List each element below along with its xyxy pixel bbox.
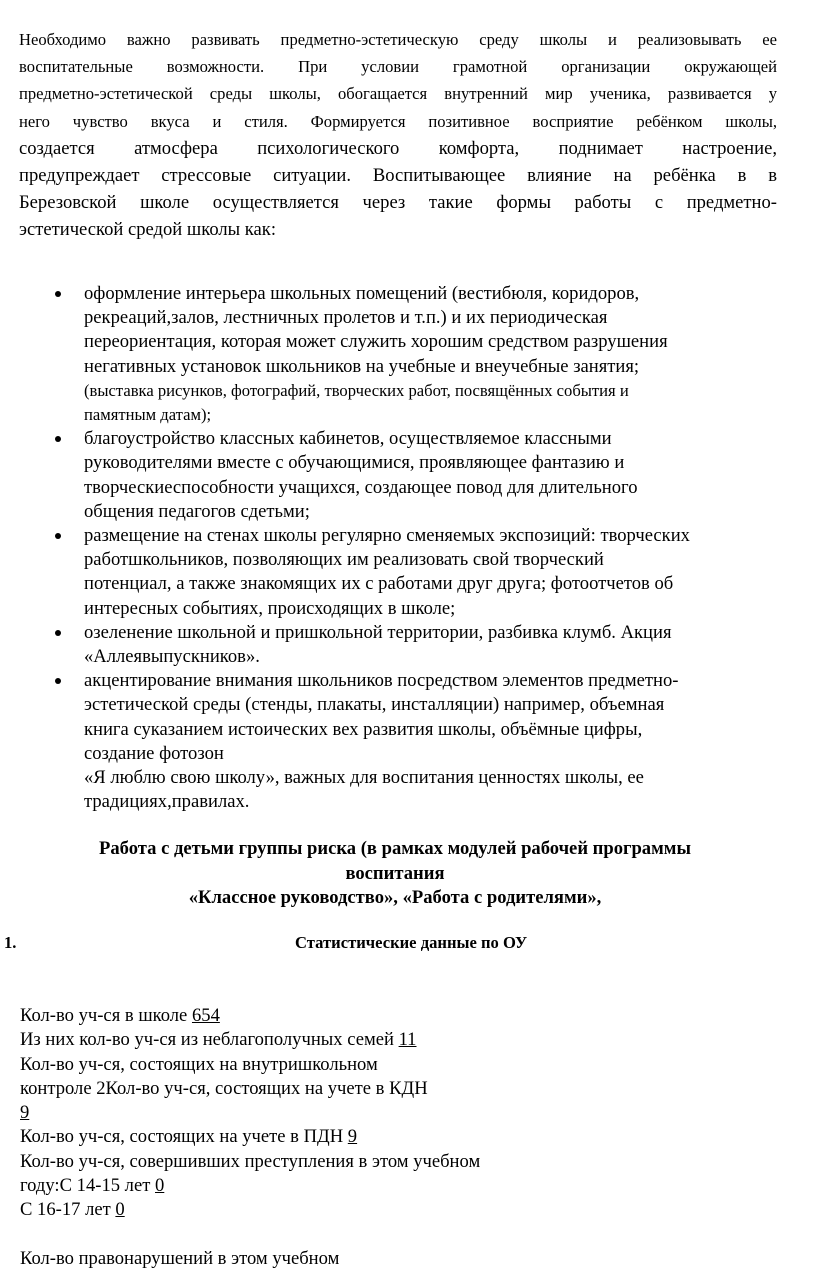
list-item: размещение на стенах школы регулярно сменяемых экспозиций: творческих работшкольников, позволяющих им реализовать свой творческий потенциал, а также знакомящих их с работами друг друга; фотоотчетов об интересных событиях, происходящих в школе;: [46, 524, 786, 621]
intro-line: предупреждает стрессовые ситуации. Воспитывающее влияние на ребёнка в в: [19, 165, 777, 187]
section-title: Статистические данные по ОУ: [295, 933, 528, 952]
section-heading: Работа с детьми группы риска (в рамках модулей рабочей программы воспитания «Классное руководство», «Работа с родителями»,: [99, 838, 691, 908]
intro-paragraph: [19, 26, 777, 244]
intro-line: Березовской школе осуществляется через такие формы работы с предметно-: [19, 192, 777, 214]
list-item: озеленение школьной и пришкольной территории, разбивка клумб. Акция «Аллеявыпускников».: [46, 621, 786, 669]
stat-line: году:С 14-15 лет 0: [20, 1175, 165, 1197]
list-item: акцентирование внимания школьников посредством элементов предметно- эстетической среды (стенды, плакаты, инсталляции) например, объемная книга суказанием истоических вех развития школы, объёмные цифры, создание фотозон «Я люблю свою школу», важных для воспитания ценностях школы, ее традициях,правилах.: [46, 669, 786, 814]
stat-line: Кол-во уч-ся, состоящих на учете в ПДН 9: [20, 1126, 358, 1148]
bullet-icon: [55, 678, 61, 684]
disadvantaged-count: 11: [398, 1029, 417, 1051]
stat-line: контроле 2Кол-во уч-ся, состоящих на учете в КДН: [20, 1077, 428, 1099]
intro-line: него чувство вкуса и стиля. Формируется позитивное восприятие ребёнком школы,: [19, 111, 777, 131]
crimes-14-15-count: 0: [155, 1175, 165, 1197]
bullet-icon: [55, 436, 61, 442]
crimes-16-17-count: 0: [115, 1199, 125, 1221]
intro-line: Необходимо важно развивать предметно-эстетическую среду школы и реализовывать ее: [19, 30, 777, 49]
pdn-count: 9: [347, 1126, 358, 1148]
stat-line: Кол-во уч-ся в школе 654: [20, 1005, 220, 1026]
stat-line: С 16-17 лет 0: [20, 1199, 125, 1221]
intro-line: эстетической средой школы как:: [19, 219, 276, 241]
bullet-icon: [55, 630, 61, 636]
stat-line: [20, 1101, 790, 1125]
section-number: 1.: [4, 933, 17, 952]
intro-line: предметно-эстетической среды школы, обогащается внутренний мир ученика, развивается у: [19, 84, 777, 104]
stat-spacer: [20, 1223, 790, 1247]
kdn-count: 9: [20, 1102, 30, 1124]
stat-line: Кол-во правонарушений в этом учебном: [20, 1247, 340, 1269]
stat-line: Из них кол-во уч-ся из неблагополучных семей 11: [20, 1029, 417, 1051]
bullet-icon: [55, 533, 61, 539]
forms-of-work-list: [46, 282, 786, 814]
intro-line: воспитательные возможности. При условии грамотной организации окружающей: [19, 57, 777, 77]
stat-line: Кол-во уч-ся, совершивших преступления в этом учебном: [20, 1150, 481, 1172]
list-item: благоустройство классных кабинетов, осуществляемое классными руководителями вместе с обучающимися, проявляющее фантазию и творческиеспособности учащихся, создающее повод для длительного общения педагогов сдетьми;: [46, 427, 786, 524]
list-item: оформление интерьера школьных помещений (вестибюля, коридоров, рекреаций,залов, лестничных пролетов и т.п.) и их периодическая переориентация, которая может служить хорошим средством разрушения негативных установок школьников на учебные и внеучебные занятия; (выставка рисунков, фотографий, творческих работ, посвящённых события и памятным датам);: [46, 282, 786, 427]
bullet-icon: [55, 291, 61, 297]
stat-line: Кол-во уч-ся, состоящих на внутришкольном: [20, 1053, 378, 1075]
statistics-block: [20, 1004, 790, 1271]
students-count: 654: [191, 1005, 220, 1026]
intro-line: создается атмосфера психологического комфорта, поднимает настроение,: [19, 137, 777, 159]
